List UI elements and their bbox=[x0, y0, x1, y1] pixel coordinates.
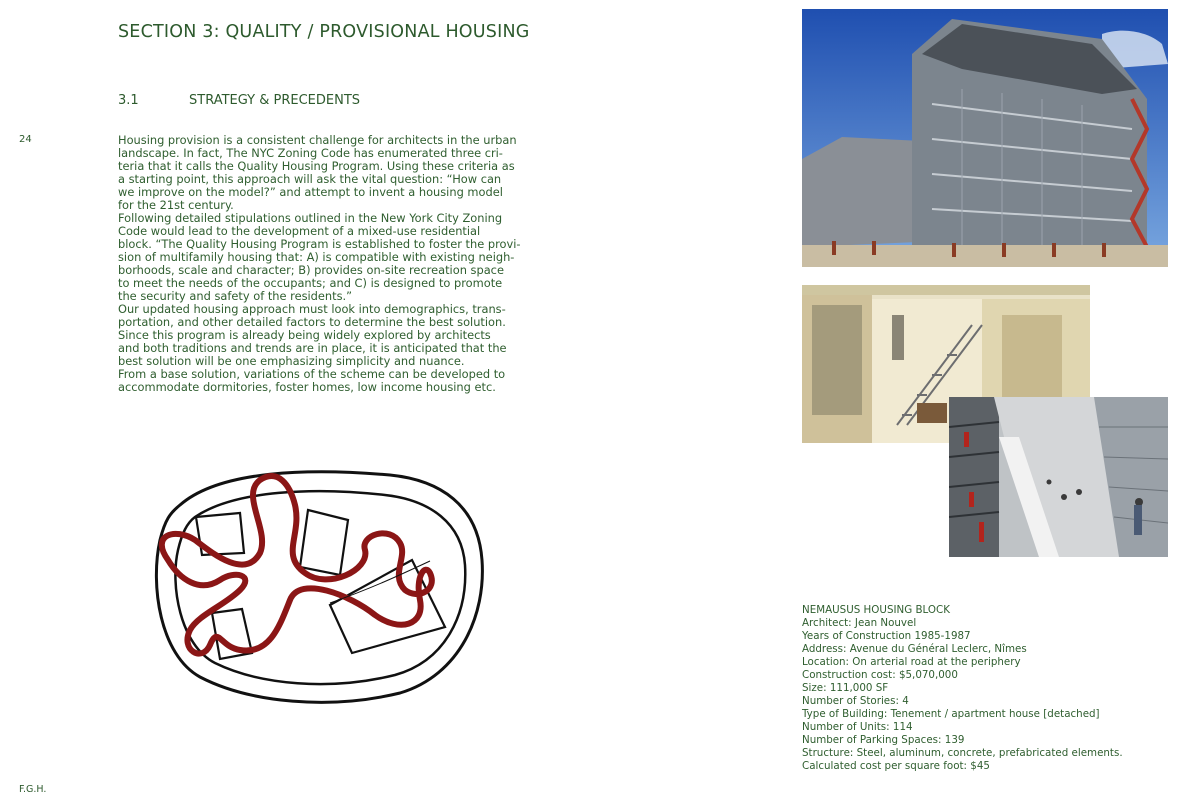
page-number: 24 bbox=[19, 134, 32, 145]
body-line: sion of multifamily housing that: A) is compatible with existing neigh- bbox=[118, 250, 515, 264]
project-info bbox=[802, 604, 1123, 773]
subsection-heading bbox=[118, 93, 360, 108]
info-title: NEMAUSUS HOUSING BLOCK bbox=[802, 604, 950, 616]
body-line: best solution will be one emphasizing simplicity and nuance. bbox=[118, 354, 465, 368]
body-line: the security and safety of the residents.” bbox=[118, 289, 353, 303]
body-text bbox=[118, 134, 522, 394]
body-line: and both traditions and trends are in place, it is anticipated that the bbox=[118, 341, 507, 355]
info-line: Construction cost: $5,070,000 bbox=[802, 669, 958, 681]
info-line: Number of Units: 114 bbox=[802, 721, 913, 733]
concept-sketch bbox=[140, 465, 500, 705]
info-line: Calculated cost per square foot: $45 bbox=[802, 760, 990, 772]
info-line: Number of Parking Spaces: 139 bbox=[802, 734, 965, 746]
body-line: Since this program is already being widely explored by architects bbox=[118, 328, 491, 342]
body-line: to meet the needs of the occupants; and C) is designed to promote bbox=[118, 276, 503, 290]
body-line: accommodate dormitories, foster homes, low income housing etc. bbox=[118, 380, 496, 394]
info-line: Years of Construction 1985-1987 bbox=[802, 630, 971, 642]
subsection-number: 3.1 bbox=[118, 93, 139, 108]
sketch-path bbox=[162, 476, 432, 654]
info-line: Structure: Steel, aluminum, concrete, prefabricated elements. bbox=[802, 747, 1123, 759]
body-line: Following detailed stipulations outlined in the New York City Zoning bbox=[118, 211, 503, 225]
footer-initials: F.G.H. bbox=[19, 784, 47, 795]
photo-corridor bbox=[949, 397, 1168, 557]
info-line: Number of Stories: 4 bbox=[802, 695, 909, 707]
body-line: a starting point, this approach will ask the vital question: “How can bbox=[118, 172, 502, 186]
body-line: Code would lead to the development of a mixed-use residential bbox=[118, 224, 481, 238]
info-line: Type of Building: Tenement / apartment house [detached] bbox=[802, 708, 1100, 720]
body-line: portation, and other detailed factors to determine the best solution. bbox=[118, 315, 506, 329]
info-line: Size: 111,000 SF bbox=[802, 682, 889, 694]
info-line: Architect: Jean Nouvel bbox=[802, 617, 917, 629]
body-line: borhoods, scale and character; B) provides on-site recreation space bbox=[118, 263, 504, 277]
body-line: Our updated housing approach must look into demographics, trans- bbox=[118, 302, 506, 316]
body-line: block. “The Quality Housing Program is established to foster the provi- bbox=[118, 237, 521, 251]
body-line: we improve on the model?” and attempt to invent a housing model bbox=[118, 185, 503, 199]
photo-exterior bbox=[802, 9, 1168, 267]
sketch-block bbox=[300, 510, 348, 575]
body-line: From a base solution, variations of the scheme can be developed to bbox=[118, 367, 506, 381]
subsection-title: STRATEGY & PRECEDENTS bbox=[189, 93, 361, 108]
body-line: teria that it calls the Quality Housing Program. Using these criteria as bbox=[118, 159, 515, 173]
corridor-walkway-image bbox=[949, 397, 1168, 557]
info-line: Address: Avenue du Général Leclerc, Nîmes bbox=[802, 643, 1027, 655]
exterior-building-image bbox=[802, 9, 1168, 267]
body-line: for the 21st century. bbox=[118, 198, 234, 212]
body-line: Housing provision is a consistent challenge for architects in the urban bbox=[118, 133, 517, 147]
body-line: landscape. In fact, The NYC Zoning Code has enumerated three cri- bbox=[118, 146, 503, 160]
section-title: SECTION 3: QUALITY / PROVISIONAL HOUSING bbox=[118, 22, 530, 42]
info-line: Location: On arterial road at the periphery bbox=[802, 656, 1021, 668]
